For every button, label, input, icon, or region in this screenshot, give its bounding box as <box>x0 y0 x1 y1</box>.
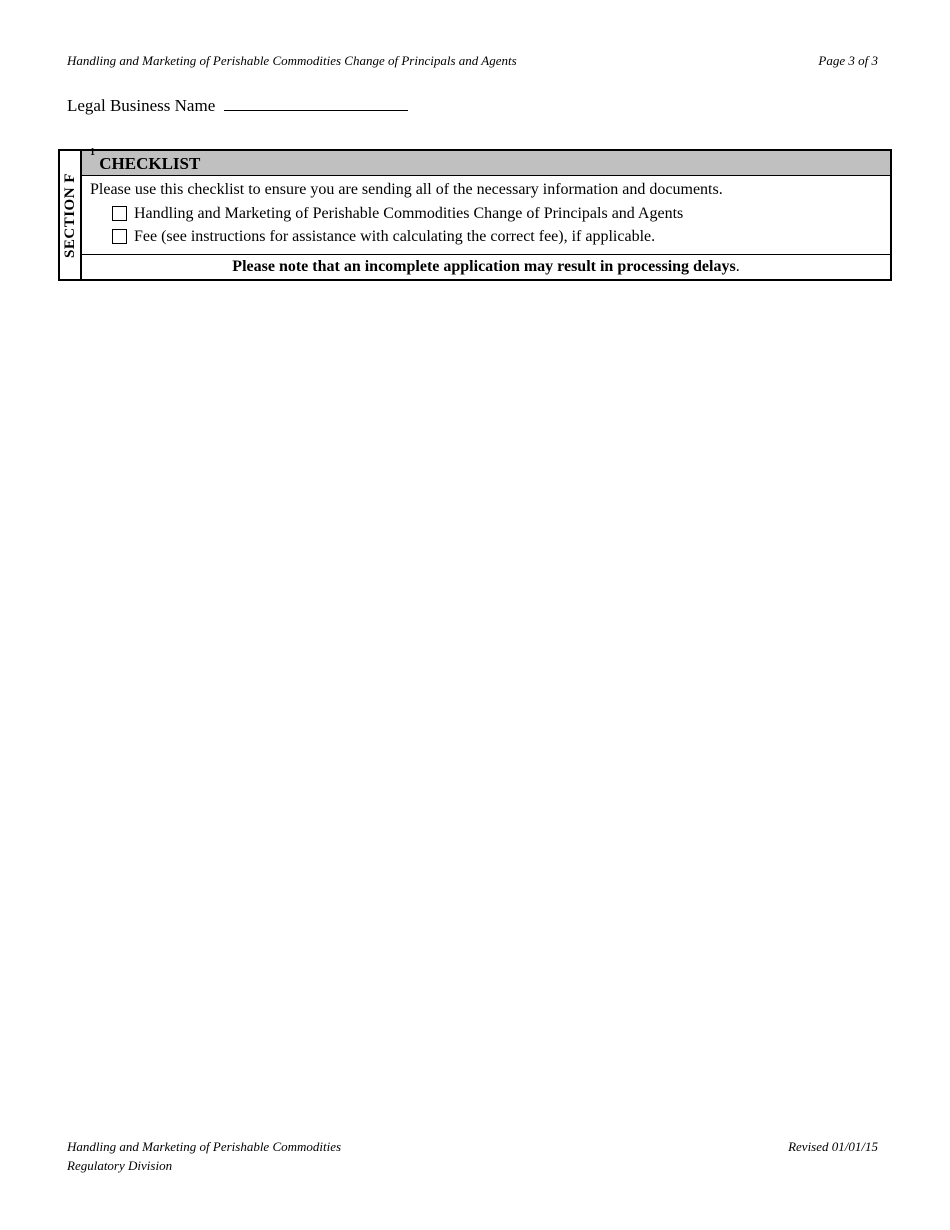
checklist-content <box>82 176 890 254</box>
section-number: 1 <box>90 147 95 158</box>
footer-revised-date: Revised 01/01/15 <box>788 1139 878 1154</box>
section-label-text: SECTION F <box>61 172 78 258</box>
header-page-number: Page 3 of 3 <box>818 53 878 68</box>
checklist-section <box>58 149 892 281</box>
checklist-checkbox-form[interactable] <box>112 206 127 221</box>
checklist-intro: Please use this checklist to ensure you are sending all of the necessary information and documents. <box>90 181 723 198</box>
checklist-item <box>112 225 882 248</box>
checklist-checkbox-fee[interactable] <box>112 229 127 244</box>
legal-business-name-label: Legal Business Name <box>67 96 216 115</box>
note-period: . <box>735 258 740 275</box>
footer-program-name: Handling and Marketing of Perishable Commodities <box>67 1139 342 1154</box>
note-text: Please note that an incomplete application may result in processing delays <box>232 258 736 275</box>
checklist-item-label: Handling and Marketing of Perishable Commodities Change of Principals and Agents <box>134 204 684 222</box>
legal-business-name-field[interactable] <box>224 94 408 111</box>
footer-division-name: Regulatory Division <box>67 1158 173 1173</box>
incomplete-application-note <box>82 254 890 279</box>
section-side-label <box>60 151 82 279</box>
section-body <box>82 147 890 279</box>
checklist-item-label: Fee (see instructions for assistance with calculating the correct fee), if applicable. <box>134 227 656 245</box>
checklist-item <box>112 202 882 225</box>
footer-left <box>67 1137 341 1175</box>
legal-business-name-row <box>67 94 408 116</box>
checklist-heading-text: CHECKLIST <box>99 154 201 173</box>
checklist-heading <box>82 147 890 176</box>
header-form-title: Handling and Marketing of Perishable Commodities Change of Principals and Agents <box>67 53 517 68</box>
